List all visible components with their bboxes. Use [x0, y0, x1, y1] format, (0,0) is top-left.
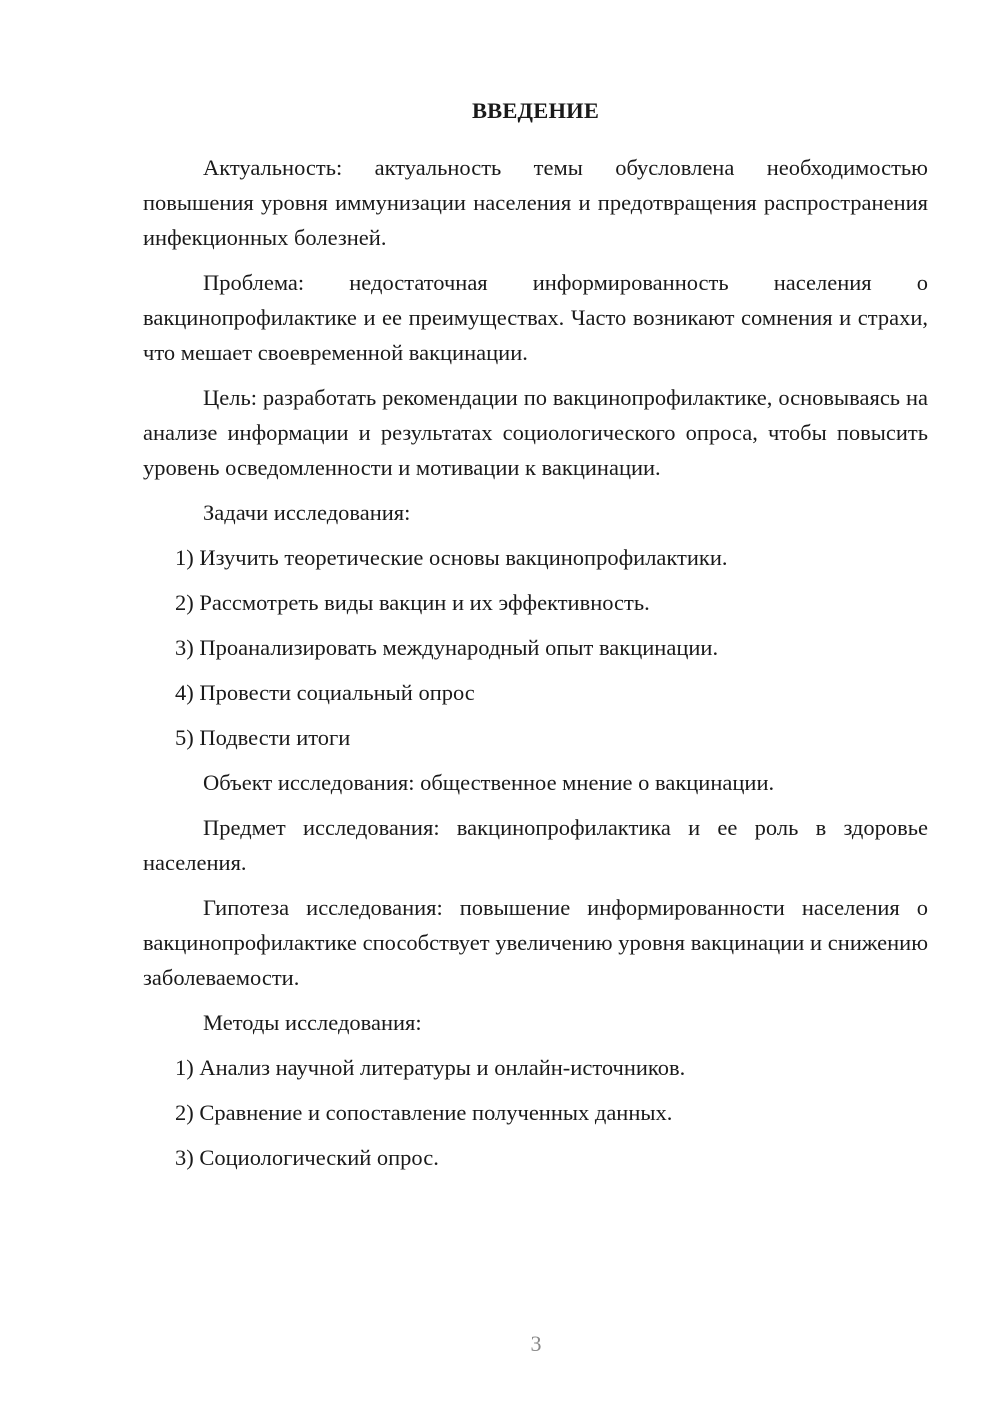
task-item: 5) Подвести итоги	[175, 725, 351, 750]
method-item: 1) Анализ научной литературы и онлайн-источников.	[175, 1055, 686, 1080]
task-item: 2) Рассмотреть виды вакцин и их эффективность.	[175, 590, 650, 615]
goal-paragraph: Цель: разработать рекомендации по вакцинопрофилактике, основываясь на анализе информации и результатах социологического опроса, чтобы повысить уровень осведомленности и мотивации к вакцинации.	[143, 385, 928, 480]
hypothesis-paragraph: Гипотеза исследования: повышение информированности населения о вакцинопрофилактике способствует увеличению уровня вакцинации и снижению заболеваемости.	[143, 895, 928, 990]
page-number: 3	[530, 1331, 542, 1356]
task-item: 4) Провести социальный опрос	[175, 680, 475, 705]
method-item: 3) Социологический опрос.	[175, 1145, 439, 1170]
method-item: 2) Сравнение и сопоставление полученных данных.	[175, 1100, 673, 1125]
object-paragraph: Объект исследования: общественное мнение о вакцинации.	[203, 770, 775, 795]
subject-paragraph: Предмет исследования: вакцинопрофилактика и ее роль в здоровье населения.	[143, 815, 928, 875]
problem-paragraph: Проблема: недостаточная информированность населения о вакцинопрофилактике и ее преимуществах. Часто возникают сомнения и страхи, что мешает своевременной вакцинации.	[143, 270, 928, 365]
methods-heading: Методы исследования:	[203, 1010, 422, 1035]
relevance-paragraph: Актуальность: актуальность темы обусловлена необходимостью повышения уровня иммунизации населения и предотвращения распространения инфекционных болезней.	[143, 155, 928, 250]
task-item: 3) Проанализировать международный опыт вакцинации.	[175, 635, 719, 660]
tasks-heading: Задачи исследования:	[203, 500, 411, 525]
document-title: ВВЕДЕНИЕ	[471, 98, 600, 123]
document-page	[143, 93, 928, 1185]
task-item: 1) Изучить теоретические основы вакцинопрофилактики.	[175, 545, 728, 570]
